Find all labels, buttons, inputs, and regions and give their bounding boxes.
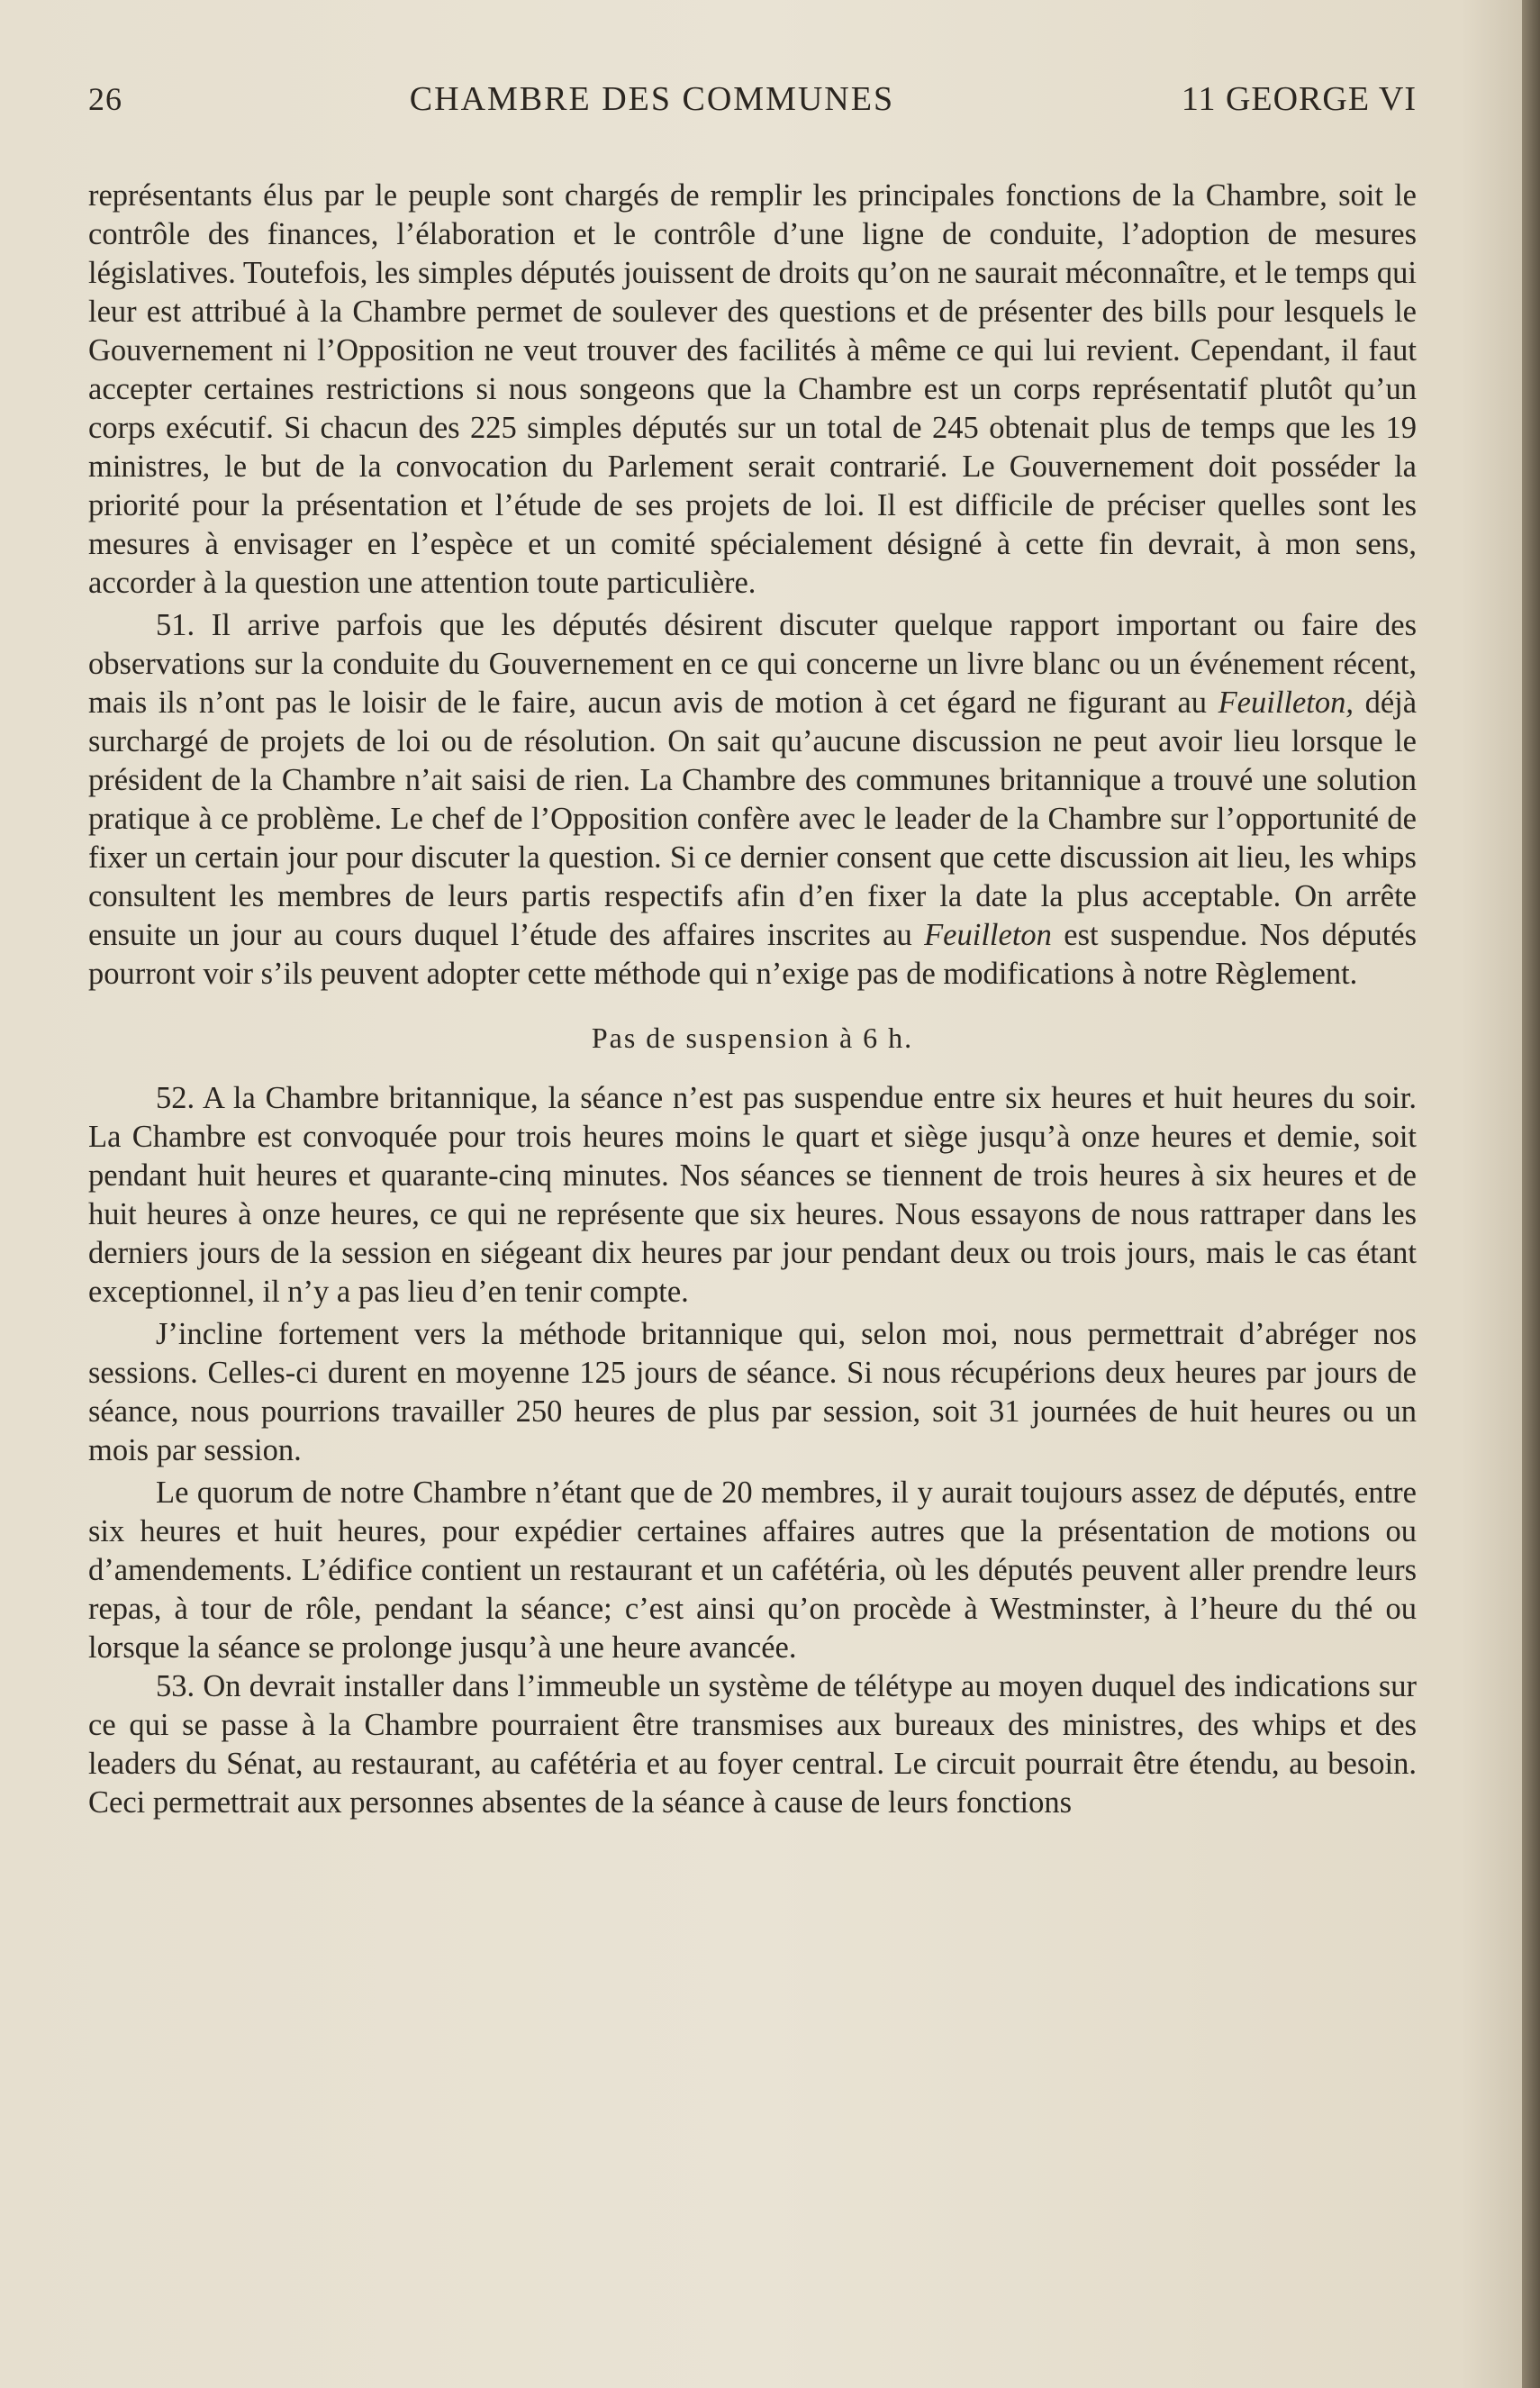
paragraph-51-part-2: déjà surchargé de projets de loi ou de résolution. On sait qu’aucune discussion ne peut avoir lieu lorsque le président de la Chambre n’ait saisi de rien. La Chambre des communes britannique a trouvé une solution pratique à ce problème. Le chef de l’Opposition confère avec le leader de la Chambre sur l’opportunité de fixer un certain jour pour discuter la question. Si ce dernier consent que cette discussion ait lieu, les whips consultent les membres de leurs partis respectifs afin d’en fixer la date la plus acceptable. On arrête ensuite un jour au cours duquel l’étude des affaires inscrites au xyxy=(88,686,1418,952)
paragraph-incline: J’incline fortement vers la méthode britannique qui, selon moi, nous permettrait d’abréger nos sessions. Celles-ci durent en moyenne 125 jours de séance. Si nous récupérions deux heures par jours de séance, nous pourrions travailler 250 heures de plus par session, soit 31 journées de huit heures ou un mois par session. xyxy=(88,1317,1417,1467)
running-header xyxy=(88,79,1417,126)
paragraph-51 xyxy=(88,606,1417,994)
paragraph-51-part-3: est suspendue. Nos députés pourront voir s’ils peuvent adopter cette méthode qui n’exige pas de modifications à notre Règlement. xyxy=(88,918,1418,991)
paragraph-53: 53. On devrait installer dans l’immeuble un système de télétype au moyen duquel des indications sur ce qui se passe à la Chambre pourraient être transmises aux bureaux des ministres, des whips et des leaders du Sénat, au restaurant, au cafétéria et au foyer central. Le circuit pourrait être étendu, au besoin. Ceci permettrait aux personnes absentes de la séance à cause de leurs fonctions xyxy=(88,1669,1417,1820)
paragraph-51-part-1: 51. Il arrive parfois que les députés désirent discuter quelque rapport important ou faire des observations sur la conduite du Gouvernement en ce qui concerne un livre blanc ou un événement récent, mais ils n’ont pas le loisir de le faire, aucun avis de motion à cet égard ne figurant au xyxy=(88,608,1417,720)
book-spine-edge xyxy=(1522,0,1540,2388)
running-title: CHAMBRE DES COMMUNES xyxy=(409,80,895,118)
feuilleton-italic: Feuilleton, xyxy=(1218,686,1354,720)
running-reign: 11 GEORGE VI xyxy=(1181,80,1417,118)
paragraph-52: 52. A la Chambre britannique, la séance n’est pas suspendue entre six heures et huit heures du soir. La Chambre est convoquée pour trois heures moins le quart et siège jusqu’à onze heures et demie, soit pendant huit heures et quarante-cinq minutes. Nos séances se tiennent de trois heures à six heures et de huit heures à onze heures, ce qui ne représente que six heures. Nous essayons de nous rattraper dans les derniers jours de la session en siégeant dix heures par jour pendant deux ou trois jours, mais le cas étant exceptionnel, il n’y a pas lieu d’en tenir compte. xyxy=(88,1081,1417,1309)
body-text xyxy=(88,177,1417,1822)
feuilleton-italic-2: Feuilleton xyxy=(924,918,1052,952)
page-number: 26 xyxy=(88,81,122,117)
paragraph-quorum: Le quorum de notre Chambre n’étant que de 20 membres, il y aurait toujours assez de députés, entre six heures et huit heures, pour expédier certaines affaires autres que la présentation de motions ou d’amendements. L’édifice contient un restaurant et un cafétéria, où les députés peuvent aller prendre leurs repas, à tour de rôle, pendant la séance; c’est ainsi qu’on procède à Westminster, à l’heure du thé ou lorsque la séance se prolonge jusqu’à une heure avancée. xyxy=(88,1475,1417,1665)
paragraph-intro: représentants élus par le peuple sont chargés de remplir les principales fonctions de la Chambre, soit le contrôle des finances, l’élaboration et le contrôle d’une ligne de conduite, l’adoption de mesures législatives. Toutefois, les simples députés jouissent de droits qu’on ne saurait méconnaître, et le temps qui leur est attribué à la Chambre permet de soulever des questions et de présenter des bills pour lesquels le Gouvernement ni l’Opposition ne veut trouver des facilités à même ce qui lui revient. Cependant, il faut accepter certaines restrictions si nous songeons que la Chambre est un corps représentatif plutôt qu’un corps exécutif. Si chacun des 225 simples députés sur un total de 245 obtenait plus de temps que les 19 ministres, le but de la convocation du Parlement serait contrarié. Le Gouvernement doit posséder la priorité pour la présentation et l’étude de ses projets de loi. Il est difficile de préciser quelles sont les mesures à envisager en l’espèce et un comité spécialement désigné à cette fin devrait, à mon sens, accorder à la question une attention toute particulière. xyxy=(88,178,1417,600)
section-heading: Pas de suspension à 6 h. xyxy=(591,1021,914,1054)
